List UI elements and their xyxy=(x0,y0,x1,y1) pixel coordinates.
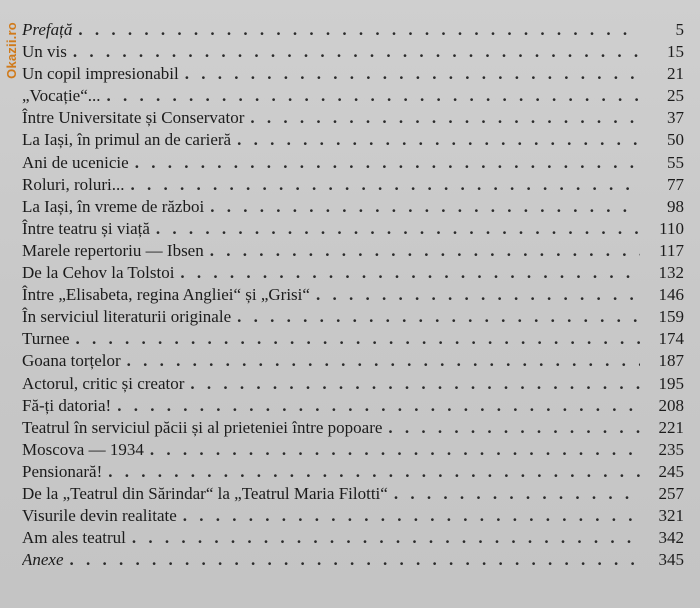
dot-leader xyxy=(131,152,640,174)
dot-leader xyxy=(186,373,640,395)
dot-leader xyxy=(123,350,640,372)
toc-entry-page-number: 146 xyxy=(658,285,684,305)
toc-entry-title: Actorul, critic și creator xyxy=(22,373,185,393)
toc-entry-page-number: 235 xyxy=(658,439,684,459)
dot-leader xyxy=(312,284,640,306)
toc-entry xyxy=(22,461,684,483)
dot-leader xyxy=(103,85,640,107)
dot-leader xyxy=(181,63,640,85)
toc-entry-page-number: 117 xyxy=(659,240,684,260)
dot-leader xyxy=(390,483,640,505)
toc-entry xyxy=(22,417,684,439)
dot-leader xyxy=(113,395,640,417)
toc-entry-page-number: 5 xyxy=(675,20,684,39)
toc-entry-page-number: 174 xyxy=(658,329,684,349)
toc-entry-title: Turnee xyxy=(22,329,70,349)
toc-entry-page-number: 77 xyxy=(667,174,684,194)
toc-entry-page-number: 345 xyxy=(658,550,684,570)
toc-entry-page-number: 55 xyxy=(667,152,684,172)
toc-entry xyxy=(22,240,684,262)
dot-leader xyxy=(126,174,640,196)
toc-entry-page-number: 321 xyxy=(658,506,684,526)
dot-leader xyxy=(206,196,640,218)
dot-leader xyxy=(179,505,640,527)
toc-entry xyxy=(22,483,684,505)
toc-entry-title: De la „Teatrul din Sărindar“ la „Teatrul Maria Filotti“ xyxy=(22,483,388,503)
toc-entry-title: Visurile devin realitate xyxy=(22,506,177,526)
toc-entry xyxy=(22,218,684,240)
toc-entry xyxy=(22,262,684,284)
toc-entry-title: Între „Elisabeta, regina Angliei“ și „Grisi“ xyxy=(22,285,310,305)
toc-entry xyxy=(22,306,684,328)
dot-leader xyxy=(72,328,640,350)
toc-entry xyxy=(22,284,684,306)
toc-entry-title: La Iași, în primul an de carieră xyxy=(22,130,232,150)
toc-entry-page-number: 257 xyxy=(658,483,684,503)
toc-entry xyxy=(22,129,684,151)
toc-entry-title: „Vocație“... xyxy=(22,86,101,106)
dot-leader xyxy=(74,19,640,41)
toc-entry-title: Goana torțelor xyxy=(22,351,121,371)
toc-entry xyxy=(22,505,684,527)
dot-leader xyxy=(246,107,640,129)
toc-entry xyxy=(22,549,684,571)
toc-entry-title: Pensionară! xyxy=(22,461,103,481)
watermark-logo xyxy=(2,4,20,96)
toc-entry-title: Un copil impresionabil xyxy=(22,64,179,84)
toc-entry-title: Fă-ți datoria! xyxy=(22,395,112,415)
dot-leader xyxy=(384,417,640,439)
toc-entry-title: Anexe xyxy=(22,550,64,570)
dot-leader xyxy=(66,549,640,571)
dot-leader xyxy=(206,240,640,262)
toc-entry xyxy=(22,63,684,85)
toc-entry-title: Între teatru și viață xyxy=(22,218,150,238)
dot-leader xyxy=(176,262,640,284)
toc-entry-page-number: 21 xyxy=(667,64,684,84)
toc-entry-title: Marele repertoriu — Ibsen xyxy=(22,240,204,260)
dot-leader xyxy=(104,461,640,483)
toc-entry xyxy=(22,350,684,372)
toc-entry xyxy=(22,527,684,549)
watermark-text: Okazii.ro xyxy=(3,21,19,79)
toc-entry-page-number: 342 xyxy=(658,528,684,548)
toc-entry-page-number: 159 xyxy=(658,307,684,327)
dot-leader xyxy=(146,439,640,461)
toc-entry-title: Roluri, roluri... xyxy=(22,174,125,194)
toc-entry xyxy=(22,174,684,196)
toc-entry-page-number: 25 xyxy=(667,86,684,106)
toc-entry-page-number: 50 xyxy=(667,130,684,150)
toc-entry-title: Ani de ucenicie xyxy=(22,152,129,172)
toc-entry-page-number: 245 xyxy=(658,461,684,481)
dot-leader xyxy=(152,218,640,240)
dot-leader xyxy=(233,129,640,151)
toc-entry xyxy=(22,107,684,129)
toc-entry xyxy=(22,85,684,107)
toc-entry-page-number: 98 xyxy=(667,196,684,216)
toc-entry xyxy=(22,41,684,63)
dot-leader xyxy=(69,41,640,63)
toc-entry-page-number: 187 xyxy=(658,351,684,371)
toc-entry-page-number: 37 xyxy=(667,108,684,128)
toc-entry xyxy=(22,373,684,395)
toc-entry xyxy=(22,196,684,218)
toc-entry-page-number: 195 xyxy=(658,373,684,393)
toc-entry-title: Un vis xyxy=(22,42,67,62)
toc-entry-page-number: 221 xyxy=(658,417,684,437)
toc-entry xyxy=(22,395,684,417)
toc-entry-title: Prefață xyxy=(22,20,73,39)
toc-entry-page-number: 110 xyxy=(659,218,684,238)
toc-entry-page-number: 208 xyxy=(658,395,684,415)
toc-entry xyxy=(22,19,684,41)
dot-leader xyxy=(233,306,640,328)
toc-entry xyxy=(22,328,684,350)
toc-entry-title: Teatrul în serviciul păcii și al prieteniei între popoare xyxy=(22,417,383,437)
toc-entry xyxy=(22,439,684,461)
toc-entry-page-number: 15 xyxy=(667,42,684,62)
dot-leader xyxy=(128,527,640,549)
toc-entry-title: Moscova — 1934 xyxy=(22,439,144,459)
toc-entry-title: La Iași, în vreme de război xyxy=(22,196,205,216)
toc-entry-title: Între Universitate și Conservator xyxy=(22,108,245,128)
table-of-contents xyxy=(22,19,684,571)
toc-entry-page-number: 132 xyxy=(658,263,684,283)
toc-entry-title: În serviciul literaturii originale xyxy=(22,307,232,327)
toc-entry-title: De la Cehov la Tolstoi xyxy=(22,263,175,283)
toc-entry-title: Am ales teatrul xyxy=(22,528,126,548)
toc-entry xyxy=(22,152,684,174)
